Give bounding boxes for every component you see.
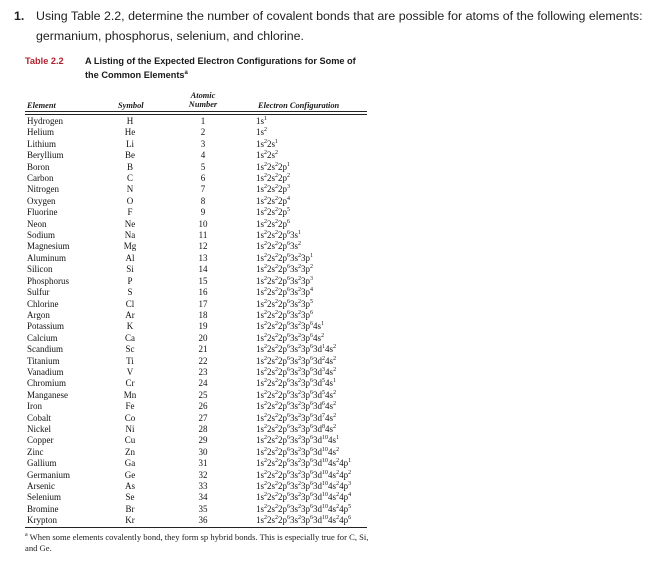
- atomic-number: 32: [198, 469, 208, 480]
- atomic-number: 26: [198, 401, 208, 412]
- element-symbol: P: [127, 275, 133, 286]
- atomic-number: 1: [200, 116, 206, 126]
- electron-configuration: $1s^22s^22p^4$: [256, 195, 291, 206]
- atomic-number: 21: [198, 344, 208, 355]
- electron-configuration: $1s^2$: [256, 127, 268, 138]
- electron-configuration: $1s^22s^22p^63s^23p^4$: [256, 287, 314, 298]
- electron-configuration: $1s^22s^22p^2$: [256, 173, 291, 184]
- electron-configuration: $1s^22s^22p^63s^23p^63d^{10}4s^24p^1$: [256, 458, 352, 469]
- header-symbol: Symbol: [118, 101, 144, 110]
- electron-configuration: $1s^22s^1$: [256, 138, 279, 149]
- table-row: [25, 401, 367, 412]
- element-name: Scandium: [27, 344, 63, 355]
- table-title-text: A Listing of the Expected Electron Configurations for Some of the Common Elements: [85, 56, 356, 81]
- table-row: [25, 276, 367, 287]
- electron-configuration: $1s^22s^22p^3$: [256, 184, 291, 195]
- atomic-number: 36: [198, 515, 208, 526]
- atomic-number: 17: [198, 298, 208, 309]
- element-symbol: Cu: [124, 435, 136, 446]
- atomic-number: 19: [198, 321, 208, 332]
- atomic-number: 4: [200, 150, 206, 161]
- table-row: [25, 492, 367, 503]
- table-row: [25, 230, 367, 241]
- element-symbol: Ge: [124, 469, 136, 480]
- element-name: Beryllium: [27, 150, 64, 161]
- electron-configuration: $1s^22s^22p^63s^23p^63d^54s^1$: [256, 378, 337, 389]
- element-symbol: Sc: [125, 344, 135, 355]
- table-rule-bottom: [25, 527, 367, 528]
- table-row: [25, 378, 367, 389]
- element-symbol: Ni: [125, 423, 135, 434]
- table-row: [25, 150, 367, 161]
- element-symbol: S: [127, 287, 133, 298]
- element-symbol: Al: [125, 252, 135, 263]
- electron-configuration: $1s^22s^22p^63s^23p^63d^{10}4s^24p^6$: [256, 515, 352, 526]
- atomic-number: 34: [198, 492, 208, 503]
- electron-configuration: $1s^22s^22p^63s^23p^3$: [256, 275, 314, 286]
- table-title-note-mark: a: [184, 70, 188, 76]
- atomic-number: 10: [198, 218, 208, 229]
- atomic-number: 22: [198, 355, 208, 366]
- element-symbol: V: [126, 366, 134, 377]
- element-name: Boron: [27, 161, 50, 172]
- element-symbol: Fe: [125, 401, 135, 412]
- electron-configuration: $1s^22s^22p^63s^23p^63d^64s^2$: [256, 401, 337, 412]
- element-symbol: Li: [126, 138, 134, 149]
- electron-configuration: $1s^22s^22p^63s^23p^63d^{10}4s^24p^2$: [256, 469, 352, 480]
- atomic-number: 9: [200, 207, 206, 218]
- table-row: [25, 481, 367, 492]
- electron-configuration: $1s^22s^22p^63s^23p^63d^14s^2$: [256, 344, 337, 355]
- element-symbol: Mn: [123, 389, 137, 400]
- atomic-number: 6: [200, 173, 206, 184]
- table-row: [25, 310, 367, 321]
- atomic-number: 31: [198, 458, 208, 469]
- table-row: [25, 196, 367, 207]
- atomic-number: 20: [198, 332, 208, 343]
- element-name: Chlorine: [27, 298, 59, 309]
- footnote-mark: a: [25, 532, 28, 538]
- element-symbol: Cl: [125, 298, 135, 309]
- atomic-number: 23: [198, 366, 208, 377]
- element-symbol: Ne: [124, 218, 136, 229]
- element-name: Gallium: [27, 458, 57, 469]
- element-name: Zinc: [27, 446, 44, 457]
- atomic-number: 29: [198, 435, 208, 446]
- table-row: [25, 287, 367, 298]
- atomic-number: 33: [198, 481, 208, 491]
- element-name: Aluminum: [27, 252, 67, 263]
- question: [14, 6, 654, 46]
- electron-configuration: $1s^22s^22p^63s^23p^6$: [256, 309, 314, 320]
- table-row: [25, 390, 367, 401]
- element-symbol: Mg: [123, 241, 137, 252]
- atomic-number: 8: [200, 195, 206, 206]
- electron-configuration: $1s^22s^22p^63s^23p^63d^{10}4s^24p^4$: [256, 492, 352, 503]
- element-symbol: Se: [125, 492, 135, 503]
- element-name: Sodium: [27, 230, 56, 241]
- element-name: Silicon: [27, 264, 53, 275]
- atomic-number: 24: [198, 378, 208, 389]
- element-name: Iron: [27, 401, 42, 412]
- element-symbol: Si: [126, 264, 134, 275]
- header-configuration: Electron Configuration: [258, 101, 340, 110]
- electron-configuration: $1s^22s^22p^63s^23p^63d^84s^2$: [256, 423, 337, 434]
- atomic-number: 3: [200, 138, 206, 149]
- table-row: [25, 447, 367, 458]
- electron-configuration: $1s^22s^22p^63s^23p^63d^34s^2$: [256, 366, 337, 377]
- element-symbol: Ga: [124, 458, 136, 469]
- element-name: Titanium: [27, 355, 60, 366]
- element-name: Bromine: [27, 503, 59, 514]
- atomic-number: 27: [198, 412, 208, 423]
- element-name: Neon: [27, 218, 47, 229]
- electron-configuration: $1s^22s^22p^63s^23p^63d^74s^2$: [256, 412, 337, 423]
- table-row: [25, 470, 367, 481]
- element-name: Magnesium: [27, 241, 70, 252]
- table-row: [25, 321, 367, 332]
- electron-configuration: $1s^22s^22p^63s^23p^63d^{10}4s^1$: [256, 435, 340, 446]
- atomic-number: 2: [200, 127, 206, 138]
- element-name: Chromium: [27, 378, 67, 389]
- element-symbol: B: [126, 161, 133, 172]
- electron-configuration: $1s^22s^22p^63s^23p^64s^1$: [256, 321, 325, 332]
- element-symbol: C: [126, 173, 133, 184]
- table-row: [25, 344, 367, 355]
- atomic-number: 18: [198, 309, 208, 320]
- element-name: Selenium: [27, 492, 61, 503]
- element-symbol: K: [126, 321, 134, 332]
- electron-configuration: $1s^22s^2$: [256, 150, 279, 161]
- electron-configuration: $1s^22s^22p^63s^23p^63d^54s^2$: [256, 389, 337, 400]
- element-name: Germanium: [27, 469, 70, 480]
- footnote-text: When some elements covalently bond, they form sp hybrid bonds. This is especially true for C, Si, and Ge.: [25, 531, 369, 553]
- element-symbol: H: [126, 116, 134, 126]
- table-row: [25, 264, 367, 275]
- atomic-number: 30: [198, 446, 208, 457]
- element-name: Hydrogen: [27, 116, 63, 126]
- atomic-number: 15: [198, 275, 208, 286]
- electron-configuration: $1s^22s^22p^63s^23p^2$: [256, 264, 314, 275]
- element-name: Cobalt: [27, 412, 51, 423]
- electron-configuration: $1s^22s^22p^6$: [256, 218, 291, 229]
- table-title: [85, 55, 365, 81]
- table-row: [25, 253, 367, 264]
- element-symbol: F: [127, 207, 133, 218]
- electron-configuration: $1s^22s^22p^63s^23p^1$: [256, 252, 314, 263]
- element-symbol: Be: [125, 150, 135, 161]
- element-symbol: As: [124, 481, 135, 491]
- atomic-number: 5: [200, 161, 206, 172]
- element-symbol: Br: [125, 503, 135, 514]
- element-name: Copper: [27, 435, 54, 446]
- atomic-number: 7: [200, 184, 206, 195]
- element-symbol: Kr: [125, 515, 135, 526]
- question-number: 1.: [14, 9, 25, 23]
- table-rule-header: [25, 114, 367, 115]
- atomic-number: 28: [198, 423, 208, 434]
- table-label: Table 2.2: [25, 56, 64, 66]
- table-row: [25, 356, 367, 367]
- element-name: Arsenic: [27, 481, 55, 491]
- element-symbol: Ar: [125, 309, 135, 320]
- element-name: Carbon: [27, 173, 54, 184]
- element-name: Nickel: [27, 423, 51, 434]
- element-symbol: Zn: [125, 446, 135, 457]
- table-row: [25, 127, 367, 138]
- table-footnote: [25, 530, 370, 554]
- element-name: Fluorine: [27, 207, 58, 218]
- electron-configuration: $1s^1$: [256, 116, 268, 126]
- question-text: Using Table 2.2, determine the number of covalent bonds that are possible for atoms of the following elements: germanium, phosphorus, selenium, and chlorine.: [36, 9, 643, 43]
- table-row: [25, 116, 367, 127]
- atomic-number: 25: [198, 389, 208, 400]
- table-row: [25, 333, 367, 344]
- table-row: [25, 207, 367, 218]
- electron-configuration: $1s^22s^22p^63s^1$: [256, 230, 302, 241]
- atomic-number: 14: [198, 264, 208, 275]
- electron-configuration: $1s^22s^22p^63s^23p^63d^{10}4s^24p^5$: [256, 503, 352, 514]
- table-row: [25, 458, 367, 469]
- element-name: Lithium: [27, 138, 56, 149]
- element-name: Argon: [27, 309, 50, 320]
- element-name: Oxygen: [27, 195, 56, 206]
- atomic-number: 13: [198, 252, 208, 263]
- element-name: Helium: [27, 127, 54, 138]
- table-row: [25, 515, 367, 526]
- table-row: [25, 184, 367, 195]
- element-name: Phosphorus: [27, 275, 70, 286]
- table-row: [25, 219, 367, 230]
- table-row: [25, 435, 367, 446]
- element-name: Vanadium: [27, 366, 64, 377]
- electron-configuration: $1s^22s^22p^63s^2$: [256, 241, 302, 252]
- element-symbol: Cr: [125, 378, 135, 389]
- table-body: [25, 116, 367, 527]
- table-row: [25, 413, 367, 424]
- table-row: [25, 162, 367, 173]
- element-symbol: Ca: [125, 332, 135, 343]
- element-symbol: Na: [124, 230, 136, 241]
- header-atomic-number: Atomic Number: [188, 91, 218, 109]
- atomic-number: 35: [198, 503, 208, 514]
- table-row: [25, 173, 367, 184]
- atomic-number: 11: [198, 230, 208, 241]
- table-row: [25, 504, 367, 515]
- element-symbol: He: [124, 127, 136, 138]
- electron-configuration: $1s^22s^22p^63s^23p^63d^24s^2$: [256, 355, 337, 366]
- element-name: Sulfur: [27, 287, 50, 298]
- element-name: Manganese: [27, 389, 68, 400]
- electron-configuration: $1s^22s^22p^1$: [256, 161, 291, 172]
- table-rule-top: [25, 111, 367, 112]
- table-row: [25, 367, 367, 378]
- atomic-number: 16: [198, 287, 208, 298]
- table-row: [25, 139, 367, 150]
- table-row: [25, 241, 367, 252]
- electron-configuration: $1s^22s^22p^63s^23p^64s^2$: [256, 332, 325, 343]
- element-name: Krypton: [27, 515, 57, 526]
- element-symbol: O: [126, 195, 134, 206]
- atomic-number: 12: [198, 241, 208, 252]
- table-caption: [25, 55, 365, 81]
- header-element: Element: [27, 101, 56, 110]
- electron-configuration: $1s^22s^22p^63s^23p^63d^{10}4s^24p^3$: [256, 481, 352, 491]
- table-row: [25, 299, 367, 310]
- electron-configuration: $1s^22s^22p^5$: [256, 207, 291, 218]
- element-symbol: N: [126, 184, 134, 195]
- electron-configuration: $1s^22s^22p^63s^23p^63d^{10}4s^2$: [256, 446, 340, 457]
- electron-configuration: $1s^22s^22p^63s^23p^5$: [256, 298, 314, 309]
- element-symbol: Co: [124, 412, 136, 423]
- element-name: Potassium: [27, 321, 65, 332]
- element-name: Nitrogen: [27, 184, 59, 195]
- element-name: Calcium: [27, 332, 58, 343]
- element-symbol: Ti: [126, 355, 134, 366]
- table-row: [25, 424, 367, 435]
